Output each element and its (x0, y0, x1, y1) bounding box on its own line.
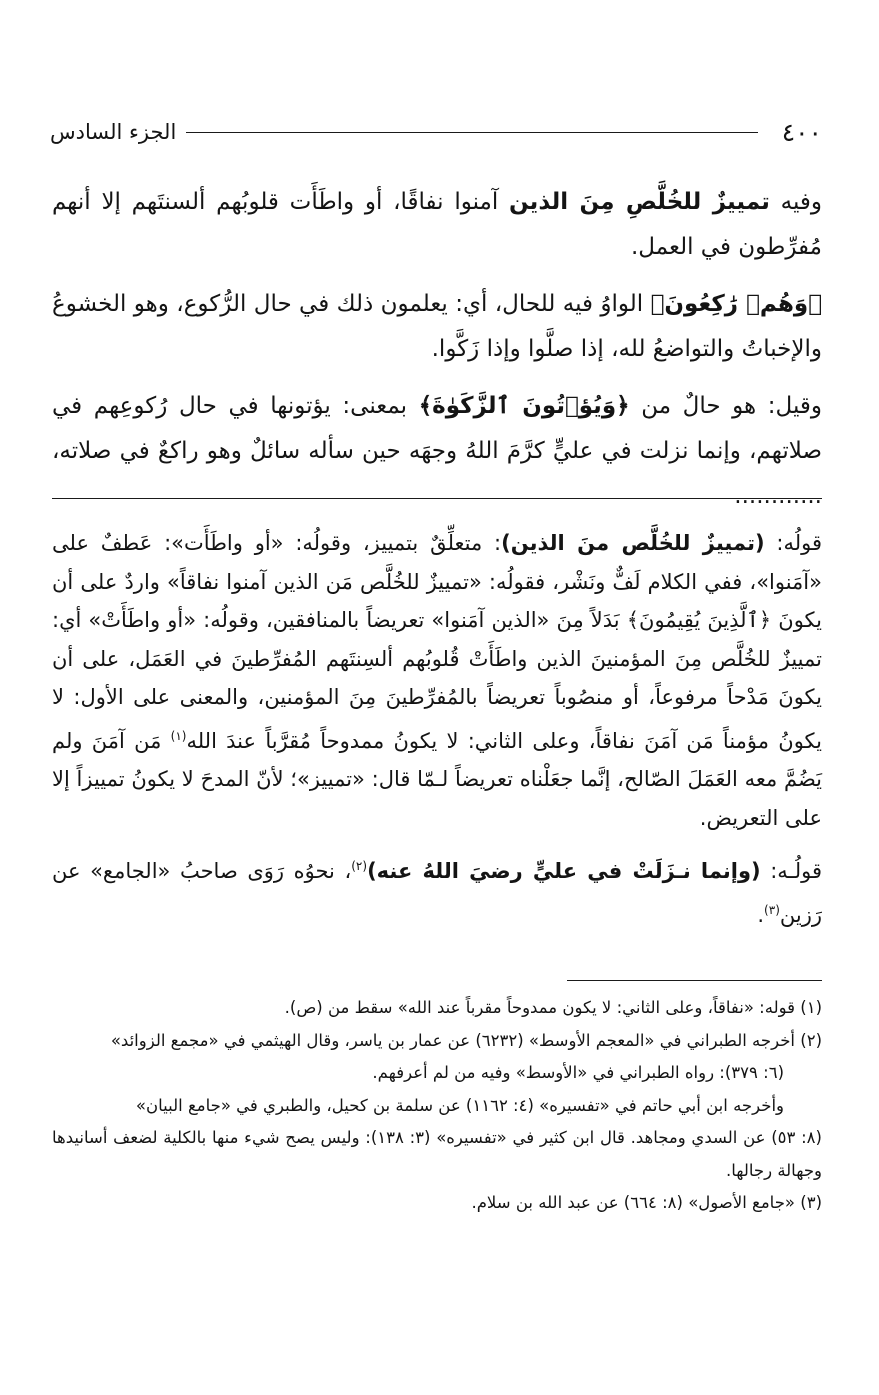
commentary-lemma: (تمييزٌ للخُلَّص منَ الذين) (501, 531, 765, 555)
footnote-ref[interactable]: (١) (170, 728, 187, 743)
commentary-run: ، نحوُه رَوَى صاحبُ «الجامع» عن رَزين (52, 859, 822, 927)
header-rule (186, 132, 757, 133)
running-title: الجزء السادس (50, 120, 177, 144)
main-text-run: آمنوا نفاقًا، أو واطَأَت قلوبُهم ألسنتَهم إلا أنهم مُفرِّطون في العمل. (52, 189, 822, 260)
footnote-2-continued: (٦: ٣٧٩): رواه الطبراني في «الأوسط» وفيه من لم أعرفهم. (372, 1063, 784, 1082)
footnote-2-continued: (٨: ٥٣) عن السدي ومجاهد. قال ابن كثير في «تفسيره» (٣: ١٣٨): وليس يصح شيء منها بالكلية لضعف أسانيدها وجهالة رجالها. (52, 1128, 822, 1180)
commentary-run: : متعلِّقٌ بتمييز، وقولُه: «أو واطَأَت»: عَطفٌ على «آمَنوا»، ففي الكلام لَفٌّ ونَشْر، فقولُه: «تمييزٌ للخُلَّص مَن الذين آمنوا نفاقاً» واردٌ على أن يكونَ ﴿ٱلَّذِينَ يُقِيمُونَ﴾ بَدَلاً مِنَ «الذين آمَنوا» تعريضاً بالمنافقين، وقولُه: «أو واطَأَتْ» أي: تمييزٌ للخُلَّص مِنَ المؤمنينَ الذين واطَأَتْ قُلوبُهم ألسِنتَهم المُفرِّطينَ في العَمَل، على أن يكونَ مَدْحاً مرفوعاً، أو منصُوباً تعريضاً بالمُفرِّطينَ مِنَ المؤمنين، والمعنى على الأول: لا يكونُ مؤمناً مَن آمَنَ نفاقاً، وعلى الثاني: لا يكونُ ممدوحاً مُقرَّباً عندَ الله (52, 531, 822, 753)
main-quote-bold: تمييزٌ للخُلَّصِ مِنَ الذين (508, 189, 770, 215)
quran-quote: ﴿وَهُمۡ رَٰكِعُونَ﴾ (650, 291, 823, 317)
footnotes (52, 992, 822, 1220)
main-text-run: وفيه (769, 189, 823, 215)
main-text-run: وقيل: هو حالٌ من (629, 393, 822, 419)
commentary-paragraph (52, 524, 822, 837)
footnote-3: (٣) «جامع الأصول» (٨: ٦٦٤) عن عبد الله بن سلام. (471, 1193, 822, 1212)
quran-quote: ﴿وَيُؤۡتُونَ ٱلزَّكَوٰةَ﴾ (418, 393, 630, 419)
commentary-paragraph (52, 847, 822, 934)
commentary-run: . (757, 902, 765, 927)
commentary-run: قولُه: (764, 531, 822, 555)
commentary-run: مَن آمَنَ ولم يَضُمَّ معه العَمَلَ الصّالح، إنَّما جعَلْناه تعريضاً لـمّا قال: «تمييز»؛ لأنّ المدحَ لا يكونُ تمييزاً إلا على التعريض. (52, 728, 822, 830)
footnote-ref[interactable]: (٢) (351, 859, 368, 873)
footnote-2: (٢) أخرجه الطبراني في «المعجم الأوسط» (٦٢٣٢) عن عمار بن ياسر، وقال الهيثمي في «مجمع الزوائد» (110, 1030, 822, 1050)
commentary-text (52, 524, 822, 944)
main-paragraph (52, 180, 822, 270)
page-header (50, 112, 822, 152)
footnote-ref[interactable]: (٣) (764, 902, 780, 917)
commentary-lemma: (وإنما نـزَلَتْ في عليٍّ رضيَ اللهُ عنه) (367, 859, 761, 883)
commentary-run: قولُـه: (760, 859, 822, 883)
footnote-1: (١) قوله: «نفاقاً، وعلى الثاني: لا يكون ممدوحاً مقرباً عند الله» سقط من (ص). (284, 998, 822, 1017)
main-text-run: بمعنى: يؤتونها في حال رُكوعِهم في صلاتهم، وإنما نزلت في عليٍّ كرَّمَ اللهُ وجهَه حين سأله سائلٌ وهو راكعٌ في صلاته، ............ (52, 393, 822, 509)
page-number: ٤٠٠ (781, 117, 822, 147)
footnote-divider (567, 980, 822, 981)
main-text (52, 180, 822, 531)
main-divider (52, 498, 822, 499)
main-paragraph (52, 282, 822, 372)
footnote-2-continued: وأخرجه ابن أبي حاتم في «تفسيره» (٤: ١١٦٢) عن سلمة بن كحيل، والطبري في «جامع البيان» (135, 1095, 784, 1115)
main-text-run: الواوُ فيه للحال، أي: يعلمون ذلك في حال الرُّكوع، وهو الخشوعُ والإخباتُ والتواضعُ لله، إذا صلَّوا وإذا زَكَّوا. (52, 291, 822, 362)
